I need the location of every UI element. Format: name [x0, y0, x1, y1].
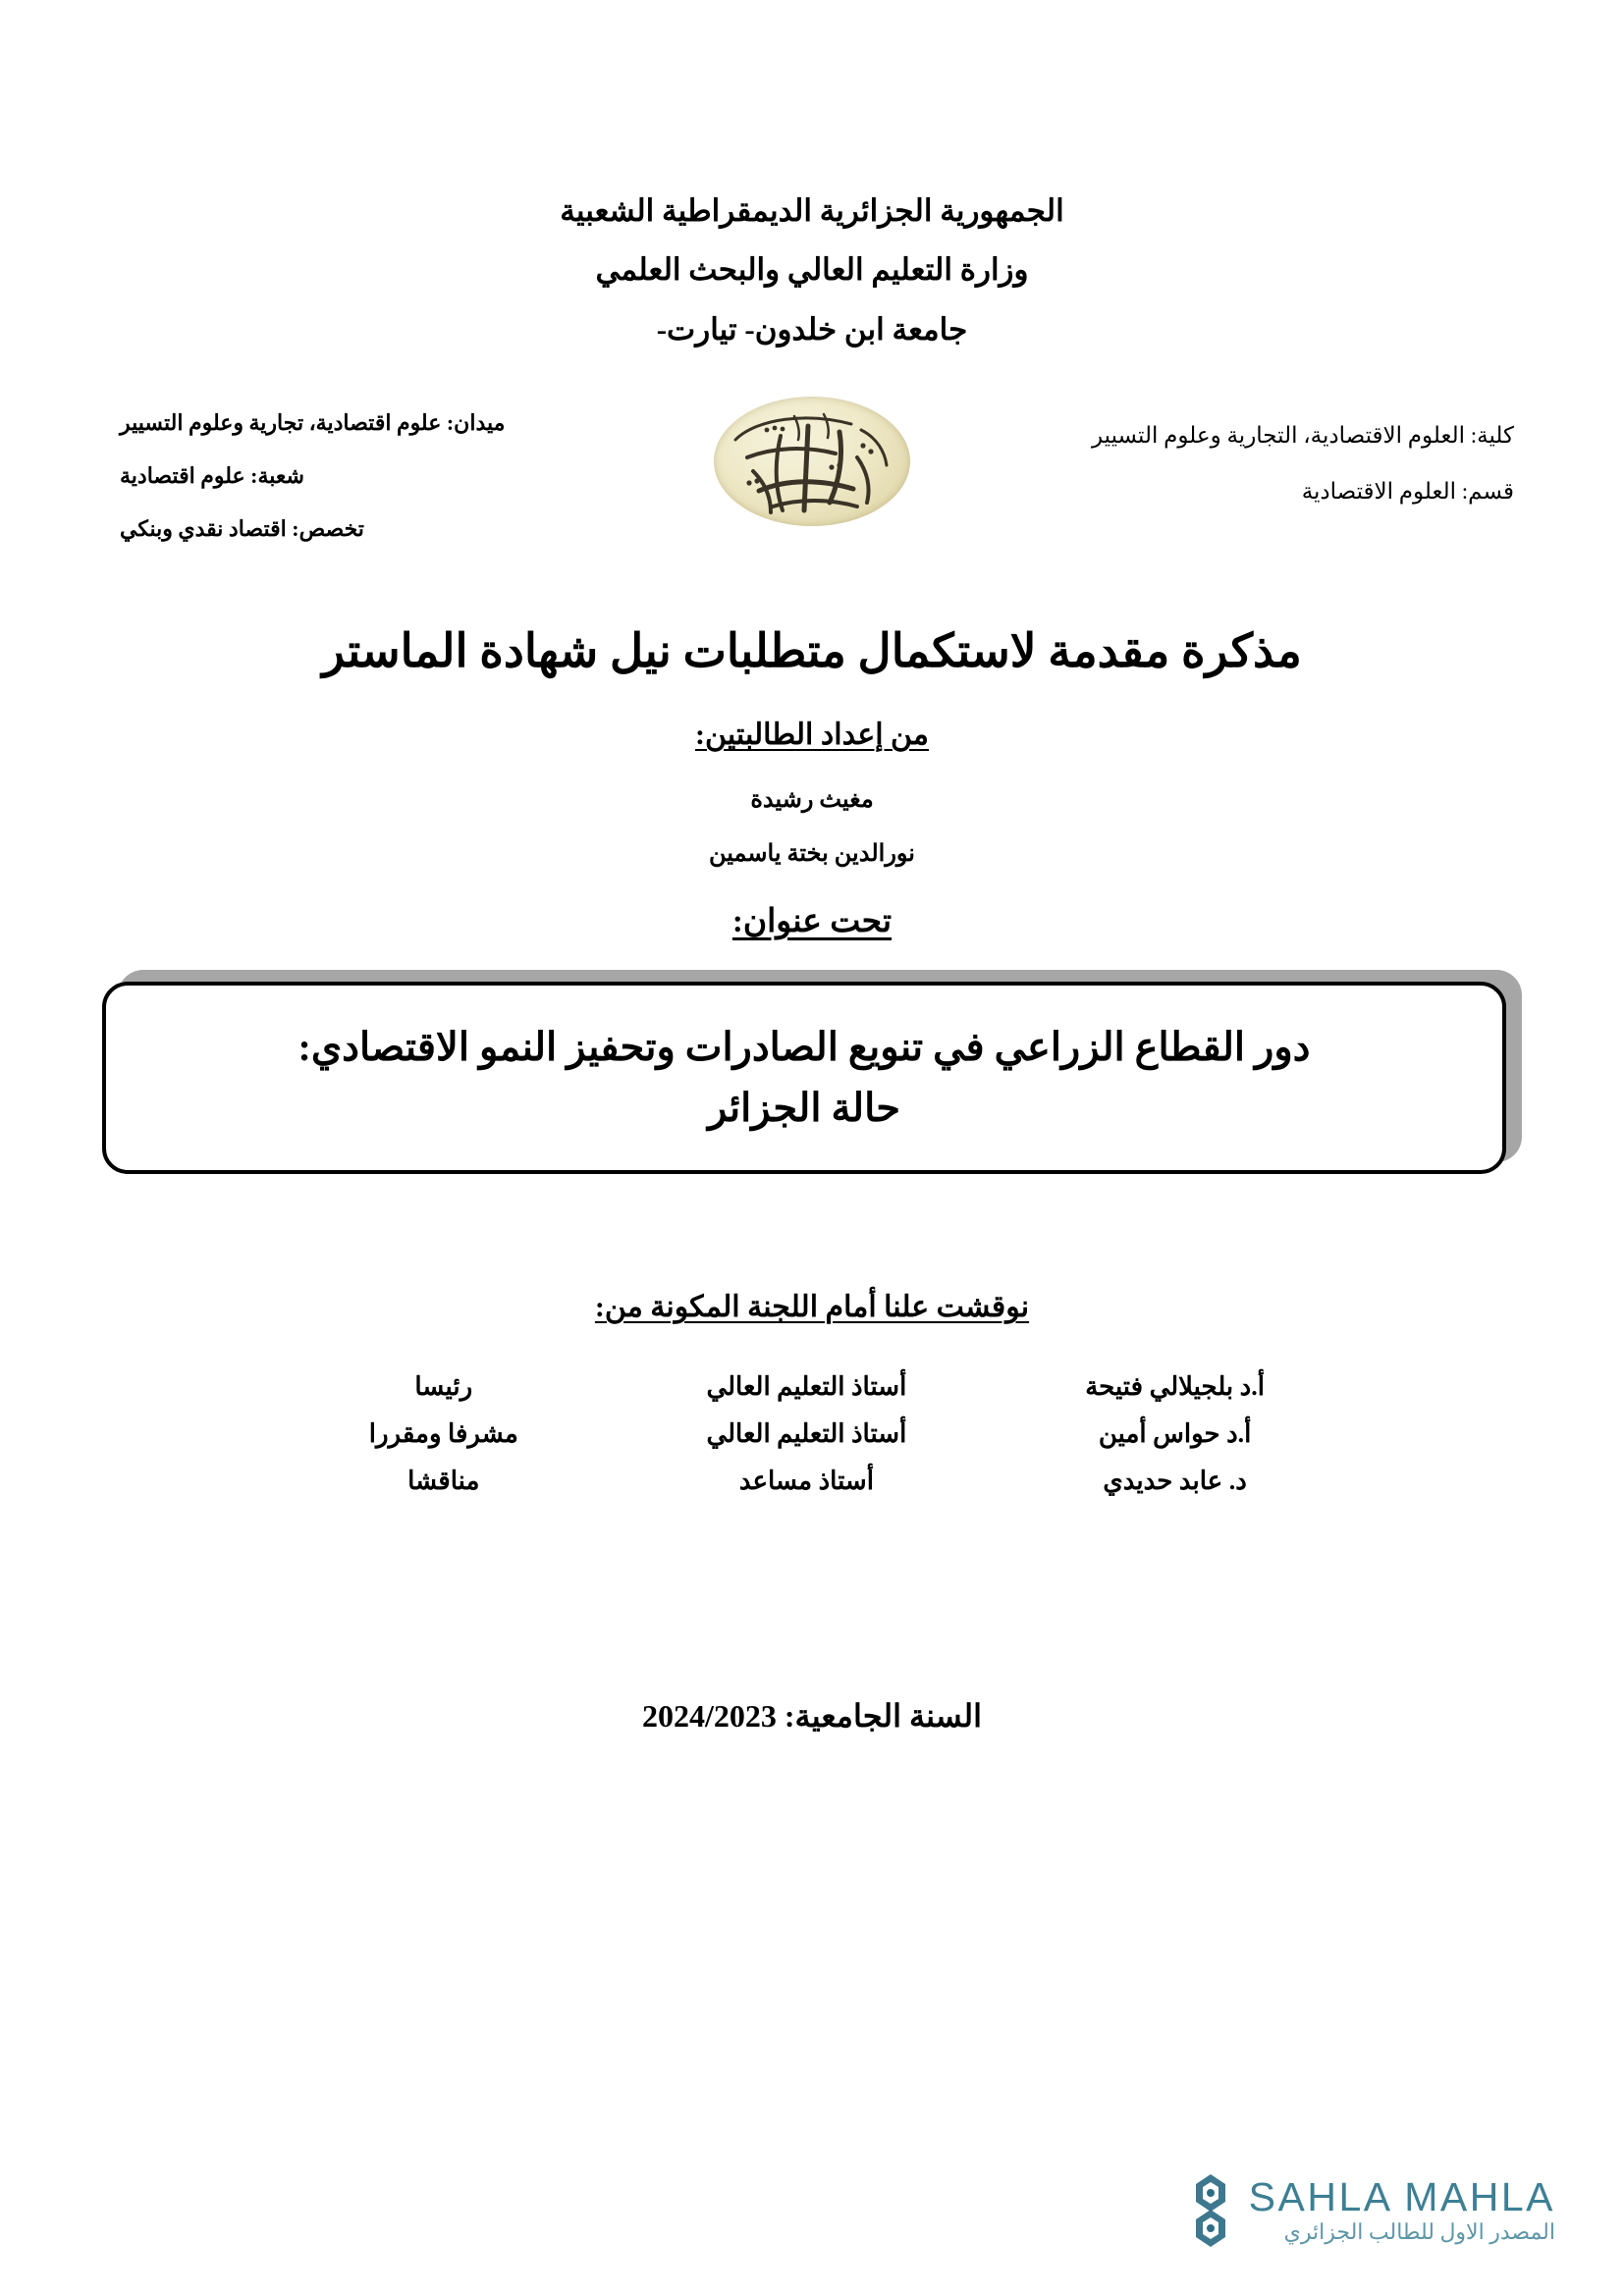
institution-info-row	[0, 397, 1624, 583]
jury-member-name: أ.د حواس أمين	[1098, 1419, 1252, 1449]
table-row	[262, 1363, 1362, 1411]
sahla-mahla-watermark	[1182, 2172, 1555, 2249]
seal-graphic	[714, 397, 910, 526]
header-line-university: جامعة ابن خلدون- تيارت-	[656, 311, 968, 347]
faculty-block	[964, 408, 1514, 519]
jury-member-role: مناقشا	[407, 1467, 480, 1496]
watermark-subtitle: المصدر الاول للطالب الجزائري	[1283, 2219, 1555, 2245]
jury-member-role: مشرفا ومقررا	[368, 1419, 518, 1449]
thesis-title-line-1: دور القطاع الزراعي في تنويع الصادرات وتحفيز النمو الاقتصادي:	[298, 1025, 1311, 1070]
jury-member-name: أ.د بلجيلالي فتيحة	[1085, 1372, 1265, 1402]
thesis-title-line-2: حالة الجزائر	[707, 1086, 901, 1131]
header-line-ministry: وزارة التعليم العالي والبحث العلمي	[595, 252, 1029, 288]
students-heading	[0, 718, 1624, 752]
field-block	[120, 397, 670, 556]
academic-year: السنة الجامعية: 2024/2023	[642, 1698, 982, 1735]
title-box-frame	[102, 982, 1506, 1174]
domain-label: ميدان: علوم اقتصادية، تجارية وعلوم التسيير	[120, 410, 506, 436]
under-title-heading	[0, 901, 1624, 940]
department-label: قسم: العلوم الاقتصادية	[1301, 478, 1514, 504]
jury-heading-text: نوقشت علنا أمام اللجنة المكونة من:	[594, 1291, 1030, 1324]
watermark-text	[1248, 2173, 1555, 2245]
university-seal	[714, 397, 910, 526]
watermark-title: SAHLA MAHLA	[1248, 2173, 1555, 2219]
table-row	[262, 1458, 1362, 1505]
thesis-title-box	[110, 982, 1514, 1174]
student-name-1: مغيث رشيدة	[750, 787, 874, 814]
degree-declaration: مذكرة مقدمة لاستكمال متطلبات نيل شهادة الماستر	[322, 626, 1302, 678]
national-header	[0, 182, 1624, 359]
table-row	[262, 1411, 1362, 1458]
jury-member-rank: أستاذ مساعد	[738, 1467, 874, 1496]
jury-member-name: د. عابد حديدي	[1103, 1467, 1247, 1496]
header-line-republic: الجمهورية الجزائرية الديمقراطية الشعبية	[560, 193, 1064, 228]
students-heading-text: من إعداد الطالبتين:	[695, 719, 929, 752]
sahla-mahla-logo-icon	[1182, 2172, 1239, 2249]
jury-member-rank: أستاذ التعليم العالي	[706, 1372, 907, 1402]
jury-member-rank: أستاذ التعليم العالي	[706, 1419, 907, 1449]
branch-label: شعبة: علوم اقتصادية	[120, 463, 304, 489]
jury-table	[262, 1363, 1362, 1505]
specialty-label: تخصص: اقتصاد نقدي وبنكي	[120, 516, 364, 542]
jury-heading	[0, 1290, 1624, 1324]
under-title-text: تحت عنوان:	[731, 904, 893, 940]
faculty-label: كلية: العلوم الاقتصادية، التجارية وعلوم التسيير	[1091, 423, 1514, 449]
seal-calligraphy-icon	[714, 397, 910, 526]
jury-member-role: رئيسا	[414, 1372, 473, 1402]
student-name-2: نورالدين بختة ياسمين	[709, 841, 915, 868]
